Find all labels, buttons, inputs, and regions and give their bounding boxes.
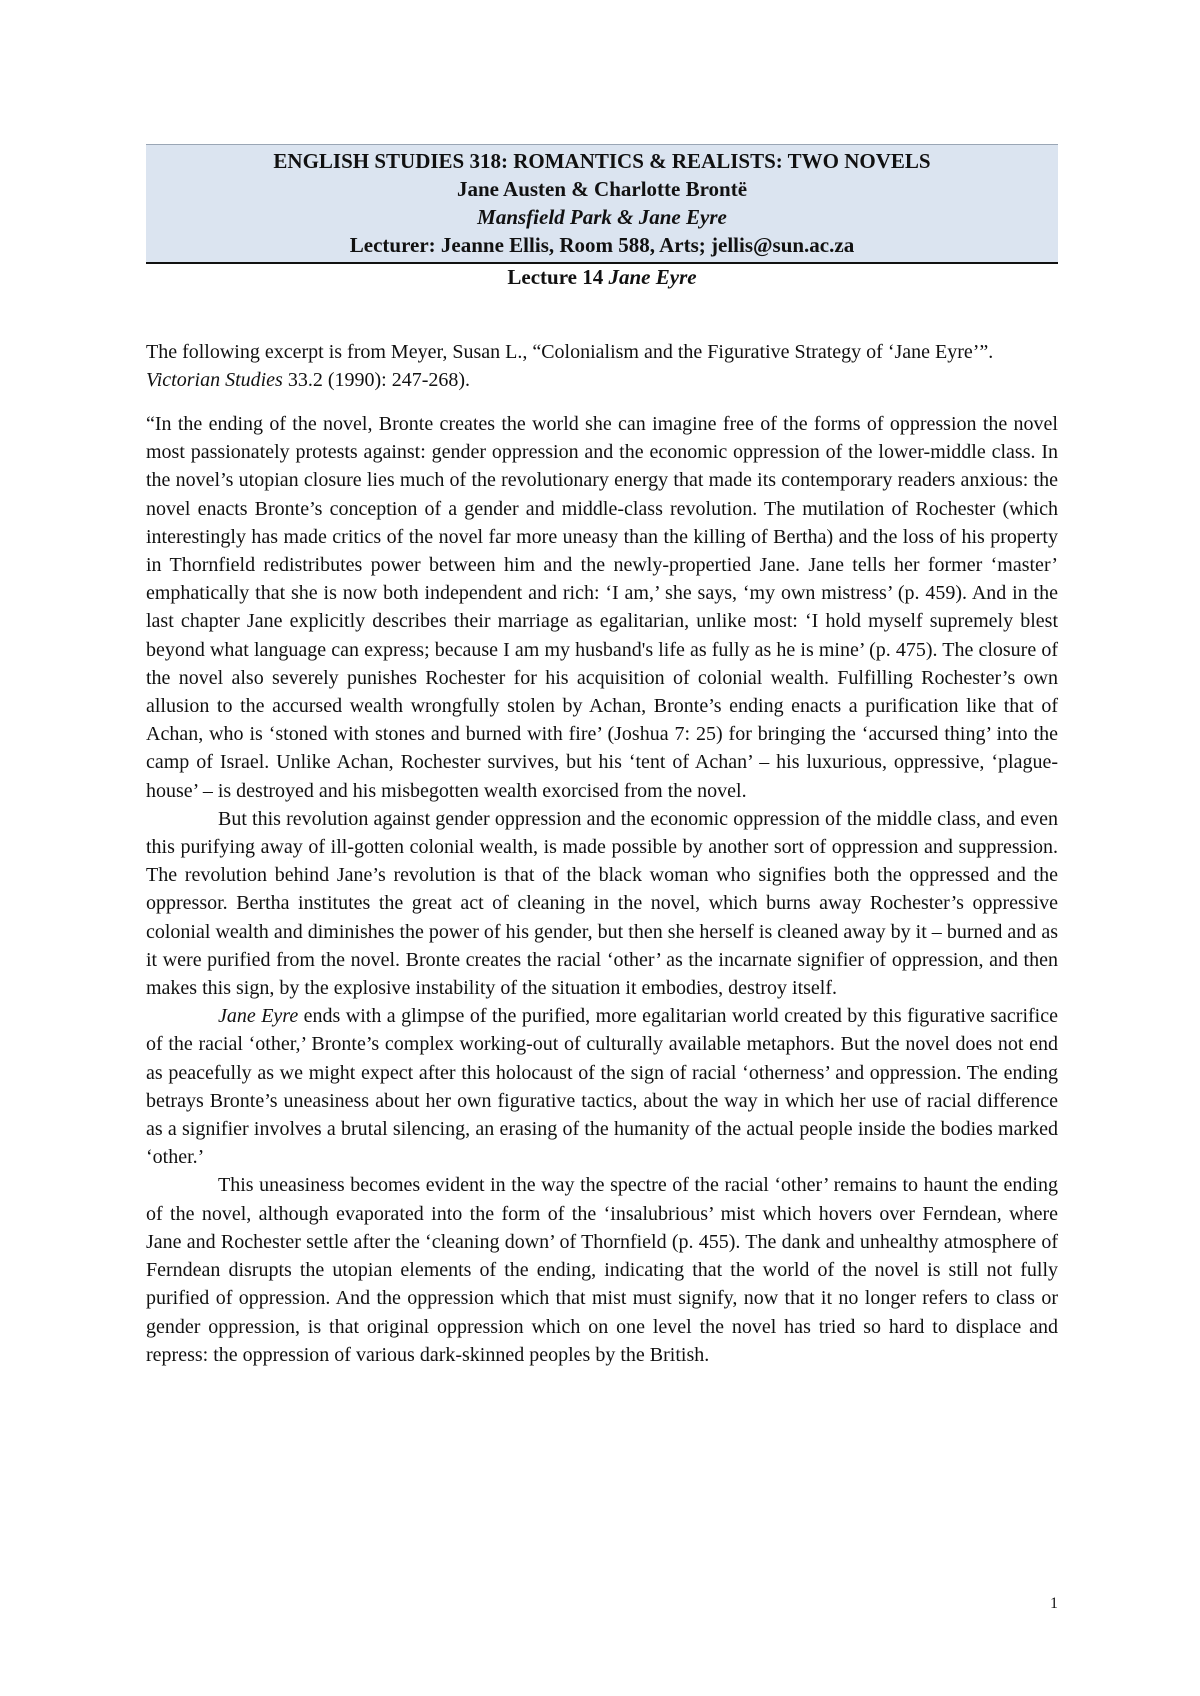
intro-paragraph [146,338,1058,394]
lecture-label: Lecture 14 [507,265,609,289]
lecture-heading [146,263,1058,291]
intro-text-b: 33.2 (1990): 247-268). [282,369,471,392]
quoted-excerpt [146,410,1058,1369]
course-novels: Mansfield Park & Jane Eyre [477,205,727,229]
excerpt-paragraph-3-title: Jane Eyre [218,1005,299,1028]
excerpt-paragraph-1: “In the ending of the novel, Bronte creates the world she can imagine free of the forms of oppression the novel most passionately protests against: gender oppression and the economic oppression of the lower-middle class. In the novel’s utopian closure lies much of the revolutionary energy that made its contemporary readers anxious: the novel enacts Bronte’s conception of a gender and middle-class revolution. The mutilation of Rochester (which interestingly has made critics of the novel far more uneasy than the killing of Bertha) and the loss of his property in Thornfield redistributes power between him and the newly-propertied Jane. Jane tells her former ‘master’ emphatically that she is now both independent and rich: ‘I am,’ she says, ‘my own mistress’ (p. 459). And in the last chapter Jane explicitly describes their marriage as egalitarian, unlike most: ‘I hold myself supremely blest beyond what language can express; because I am my husband's life as fully as he is mine’ (p. 475). The closure of the novel also severely punishes Rochester for his acquisition of colonial wealth. Fulfilling Rochester’s own allusion to the accursed wealth wrongfully stolen by Achan, Bronte’s ending enacts a purification like that of Achan, who is ‘stoned with stones and burned with fire’ (Joshua 7: 25) for bringing the ‘accursed thing’ into the camp of Israel. Unlike Achan, Rochester survives, but his ‘tent of Achan’ – his luxurious, oppressive, ‘plague-house’ – is destroyed and his misbegotten wealth exorcised from the novel. [146,413,1058,802]
page-number: 1 [1050,1595,1058,1612]
excerpt-paragraph-3-text: ends with a glimpse of the purified, more egalitarian world created by this figurative sacrifice of the racial ‘other,’ Bronte’s complex working-out of culturally available metaphors. But the novel does not end as peacefully as we might expect after this holocaust of the sign of racial ‘otherness’ and oppression. The ending betrays Bronte’s uneasiness about her own figurative tactics, about the way in which her use of racial difference as a signifier involves a brutal silencing, an erasing of the humanity of the actual people inside the bodies marked ‘other.’ [146,1005,1058,1169]
excerpt-paragraph-2: But this revolution against gender oppression and the economic oppression of the middle class, and even this purifying away of ill-gotten colonial wealth, is made possible by another sort of oppression and suppression. The revolution behind Jane’s revolution is that of the black woman who signifies both the oppressed and the oppressor. Bertha institutes the great act of cleaning in the novel, which burns away Rochester’s oppressive colonial wealth and diminishes the power of his gender, but then she herself is cleaned away by it – burned and as it were purified from the novel. Bronte creates the racial ‘other’ as the incarnate signifier of oppression, and then makes this sign, by the explosive instability of the situation it embodies, destroy itself. [146,807,1058,1000]
intro-journal: Victorian Studies [146,369,283,392]
intro-text-a: The following excerpt is from Meyer, Susan L., “Colonialism and the Figurative Strategy of ‘Jane Eyre’”. [146,341,994,363]
course-header [146,144,1058,264]
course-title: ENGLISH STUDIES 318: ROMANTICS & REALISTS: TWO NOVELS [273,149,931,173]
lecture-title: Jane Eyre [608,265,697,289]
course-authors: Jane Austen & Charlotte Brontë [456,177,748,201]
excerpt-paragraph-3 [146,1002,1058,1171]
excerpt-paragraph-4: This uneasiness becomes evident in the way the spectre of the racial ‘other’ remains to haunt the ending of the novel, although evaporated into the form of the ‘insalubrious’ mist which hovers over Ferndean, where Jane and Rochester settle after the ‘cleaning down’ of Thornfield (p. 455). The dank and unhealthy atmosphere of Ferndean disrupts the utopian elements of the ending, indicating that the world of the novel is still not fully purified of oppression. And the oppression which that mist must signify, now that it no longer refers to class or gender oppression, is that original oppression which on one level the novel has tried so hard to displace and repress: the oppression of various dark-skinned peoples by the British. [146,1174,1058,1366]
lecturer-info: Lecturer: Jeanne Ellis, Room 588, Arts; jellis@sun.ac.za [349,233,855,257]
